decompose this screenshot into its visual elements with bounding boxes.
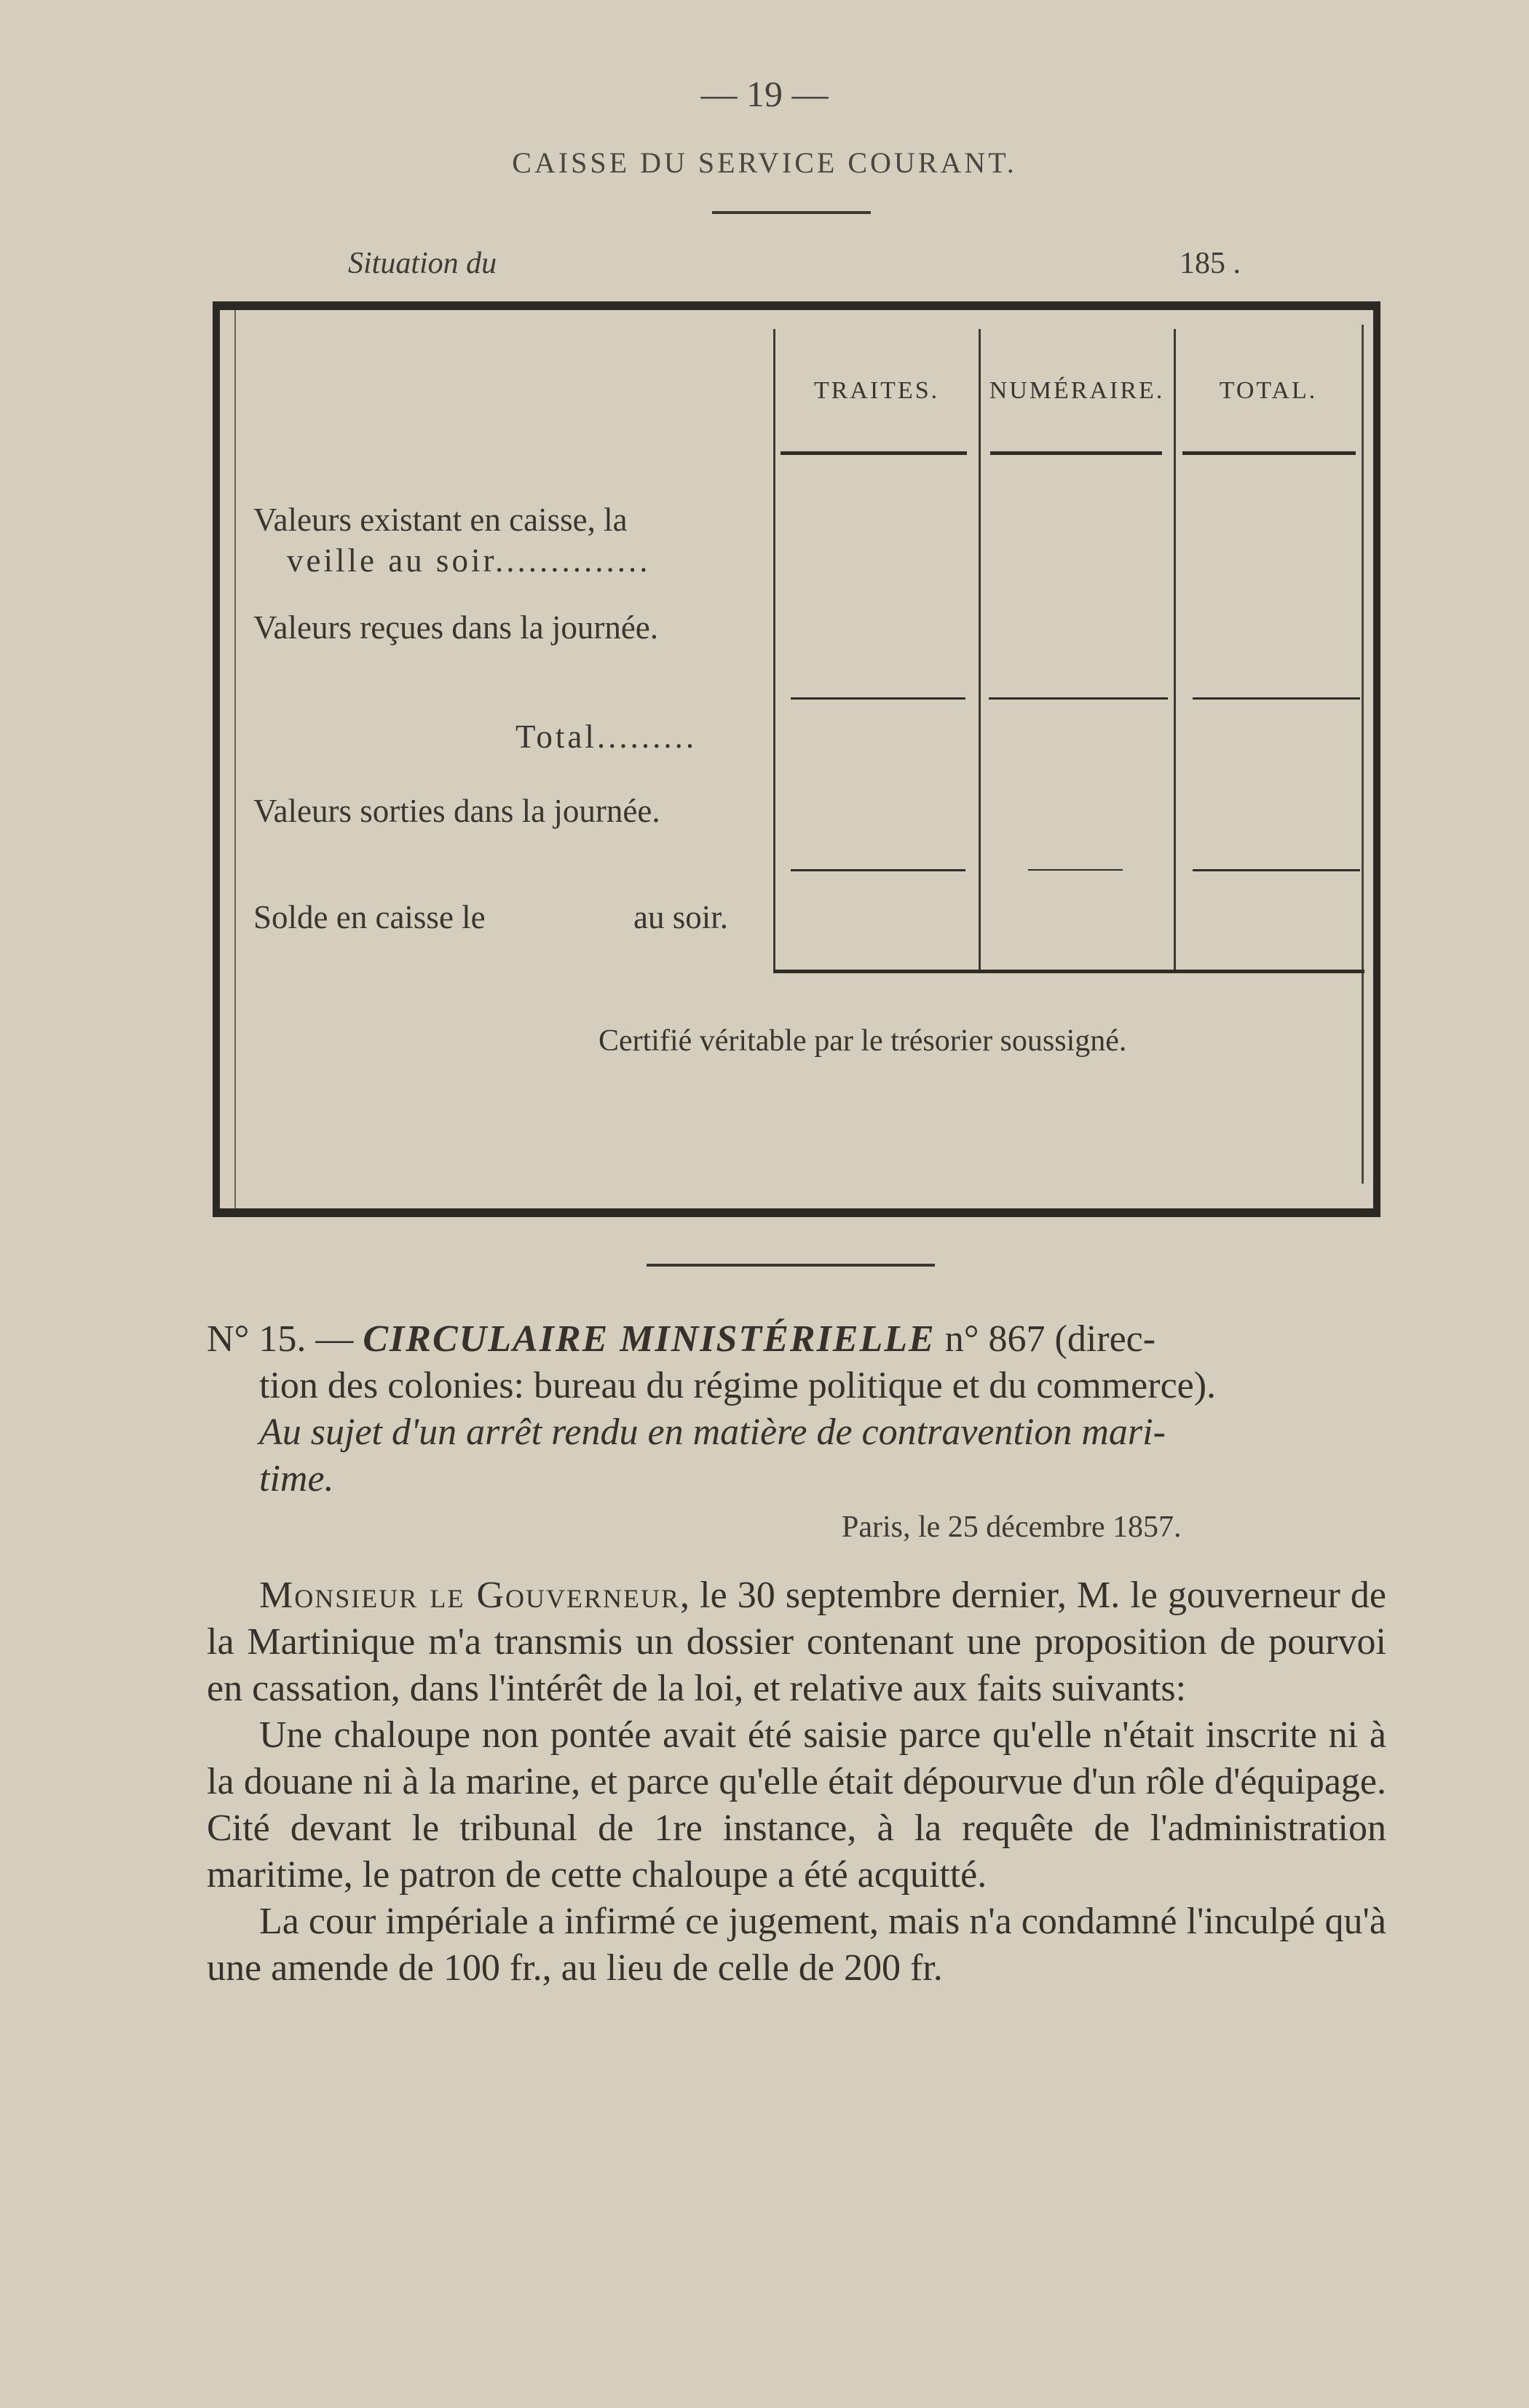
row-label-total: Total......... <box>515 718 698 755</box>
paragraph-2: Une chaloupe non pontée avait été saisie parce qu'elle n'était inscrite ni à la douane ni à la marine, et parce qu'elle était dépourvue d'un rôle d'équipage. Cité devant le tribunal de 1re instance, à la requête de l'administration maritime, le patron de cette chaloupe a été acquitté. <box>207 1714 1386 1896</box>
header-rule-total <box>1182 451 1356 455</box>
total-rule-total <box>1193 697 1360 700</box>
row-label-balance-soir: au soir. <box>633 899 728 935</box>
circular-number: N° 15. — <box>207 1318 354 1360</box>
circular-heading <box>207 1316 1386 1502</box>
column-rule-numeraire <box>979 329 981 970</box>
frame-inner-right-rule <box>1362 325 1364 1184</box>
section-title: CAISSE DU SERVICE COURANT. <box>512 146 1017 179</box>
dateline: Paris, le 25 décembre 1857. <box>842 1510 1182 1544</box>
situation-year: 185 . <box>1180 247 1241 280</box>
paragraph-3: La cour impériale a infirmé ce jugement, mais n'a condamné l'inculpé qu'à une amende de 100 fr., au lieu de celle de 200 fr. <box>207 1901 1386 1989</box>
header-rule-numeraire <box>990 451 1162 455</box>
balance-rule-total <box>1193 869 1360 871</box>
column-header-numeraire: NUMÉRAIRE. <box>989 377 1165 404</box>
frame-inner-left-rule <box>234 310 236 1208</box>
row-label-existing-1: Valeurs existant en caisse, la <box>253 502 628 538</box>
balance-rule-traites <box>791 869 965 871</box>
circular-title: CIRCULAIRE MINISTÉRIELLE <box>363 1318 936 1360</box>
ledger-form <box>213 301 1380 1217</box>
circular-subject-1: Au sujet d'un arrêt rendu en matière de contravention mari- <box>259 1411 1166 1453</box>
circular-line2: tion des colonies: bureau du régime politique et du commerce). <box>259 1365 1217 1406</box>
body-text <box>207 1572 1386 1992</box>
column-rule-traites <box>773 329 775 970</box>
row-label-existing-2: veille au soir.............. <box>287 542 651 579</box>
total-rule-numeraire <box>989 697 1168 700</box>
row-label-issued: Valeurs sorties dans la journée. <box>253 793 660 829</box>
header-rule-traites <box>781 451 967 455</box>
situation-label: Situation du <box>348 247 497 280</box>
table-bottom-rule <box>773 970 1364 973</box>
row-label-balance: Solde en caisse le <box>253 899 486 935</box>
page-number: — 19 — <box>700 74 829 114</box>
column-header-traites: TRAITES. <box>813 377 940 404</box>
total-rule-traites <box>791 697 965 700</box>
paragraph-1 <box>207 1572 1386 1712</box>
title-rule <box>712 211 871 214</box>
column-rule-total <box>1174 329 1176 970</box>
paragraph-1-text: , le 30 septembre dernier, M. le gouverneur de la Martinique m'a transmis un dossier contenant une proposition de pourvoi en cassation, dans l'intérêt de la loi, et relative aux faits suivants: <box>207 1575 1386 1709</box>
separator-rule <box>647 1264 935 1267</box>
salutation: Monsieur le Gouverneur <box>259 1575 681 1616</box>
row-label-received: Valeurs reçues dans la journée. <box>253 609 659 646</box>
certified-line: Certifié véritable par le trésorier soussigné. <box>598 1024 1127 1058</box>
circular-subject-2: time. <box>259 1458 334 1500</box>
balance-rule-numeraire <box>1028 869 1123 871</box>
column-header-total: TOTAL. <box>1219 377 1318 404</box>
circular-ref: n° 867 (direc- <box>944 1318 1156 1360</box>
